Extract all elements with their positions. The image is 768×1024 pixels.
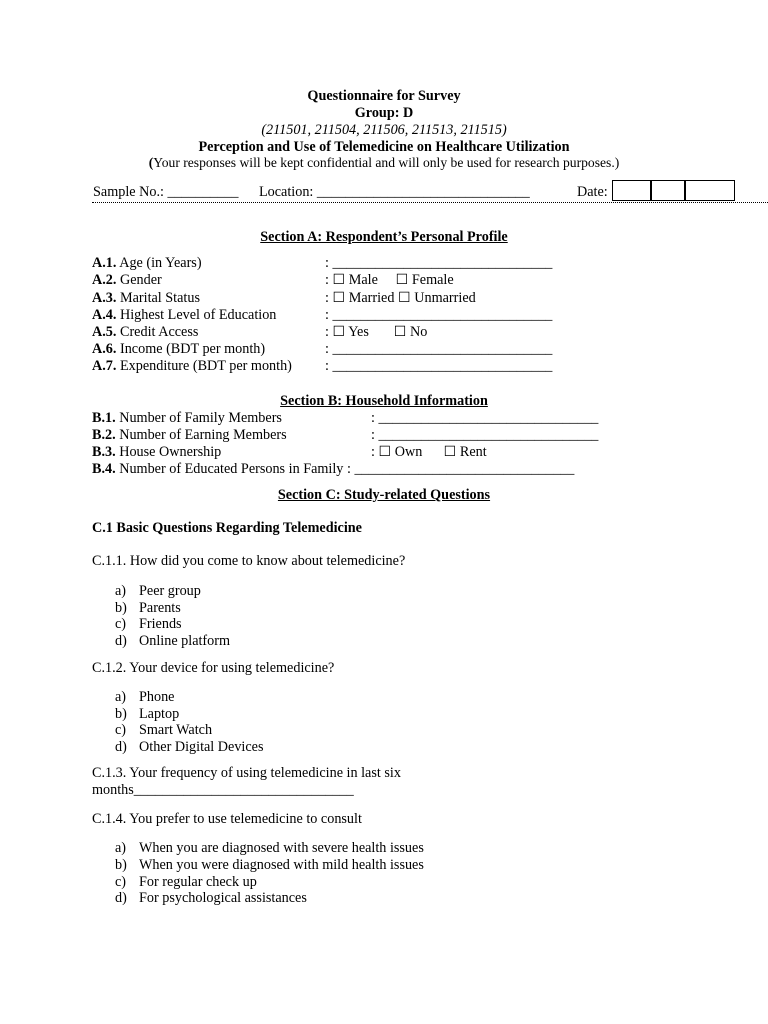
date-box-month[interactable] [650,180,686,201]
question-c14: C.1.4. You prefer to use telemedicine to consult [92,811,362,827]
option-c11-c[interactable]: c) Friends [115,616,182,632]
question-b1: B.1. Number of Family Members [92,410,282,426]
option-c14-d[interactable]: d) For psychological assistances [115,890,307,906]
dotted-divider [92,202,768,203]
question-c11: C.1.1. How did you come to know about telemedicine? [92,553,406,569]
answer-a2-gender[interactable]: : ☐ Male ☐ Female [325,272,454,288]
survey-title: Questionnaire for Survey [307,88,461,104]
answer-a6-income[interactable]: : _______________________________ [325,341,553,357]
answer-a7-expenditure[interactable]: : _______________________________ [325,358,553,374]
question-a6: A.6. Income (BDT per month) [92,341,266,357]
answer-b3-ownership[interactable]: : ☐ Own ☐ Rent [371,444,487,460]
question-b3: B.3. House Ownership [92,444,222,460]
option-c11-d[interactable]: d) Online platform [115,633,231,649]
answer-a5-credit[interactable]: : ☐ Yes ☐ No [325,324,428,340]
section-b-title: Section B: Household Information [280,393,488,409]
option-c14-a[interactable]: a) When you are diagnosed with severe health issues [115,840,424,856]
question-b4: B.4. Number of Educated Persons in Family : _______________________________ [92,461,575,477]
answer-a3-marital[interactable]: : ☐ Married ☐ Unmarried [325,290,476,306]
question-c13: C.1.3. Your frequency of using telemedicine in last six [92,765,401,781]
question-a4: A.4. Highest Level of Education [92,307,277,323]
section-c-title: Section C: Study-related Questions [277,487,491,503]
answer-a1-age[interactable]: : _______________________________ [325,255,553,271]
study-subtitle: Perception and Use of Telemedicine on Healthcare Utilization [198,139,570,155]
question-a7: A.7. Expenditure (BDT per month) [92,358,292,374]
section-a-title: Section A: Respondent’s Personal Profile [260,229,508,245]
option-c12-a[interactable]: a) Phone [115,689,175,705]
option-c12-b[interactable]: b) Laptop [115,706,180,722]
note-text: Your responses will be kept confidential and will only be used for research purposes.) [153,155,620,170]
option-c12-d[interactable]: d) Other Digital Devices [115,739,264,755]
question-c12: C.1.2. Your device for using telemedicine? [92,660,335,676]
option-c12-c[interactable]: c) Smart Watch [115,722,213,738]
answer-b2-earning[interactable]: : _______________________________ [371,427,599,443]
confidentiality-note [0,154,768,171]
option-c11-a[interactable]: a) Peer group [115,583,201,599]
option-c14-b[interactable]: b) When you were diagnosed with mild health issues [115,857,424,873]
answer-a4-education[interactable]: : _______________________________ [325,307,553,323]
group-ids: (211501, 211504, 211506, 211513, 211515) [261,122,507,138]
question-a2: A.2. Gender [92,272,162,288]
location-field[interactable]: Location: ______________________________ [259,184,530,200]
question-a5: A.5. Credit Access [92,324,199,340]
question-a3: A.3. Marital Status [92,290,200,306]
date-box-day[interactable] [612,180,652,201]
option-c14-c[interactable]: c) For regular check up [115,874,257,890]
answer-b4-educated[interactable]: : _______________________________ [343,461,575,477]
date-box-year[interactable] [684,180,735,201]
answer-b1-family[interactable]: : _______________________________ [371,410,599,426]
question-b2: B.2. Number of Earning Members [92,427,287,443]
option-c11-b[interactable]: b) Parents [115,600,181,616]
question-a1: A.1. Age (in Years) [92,255,202,271]
date-label: Date: [577,184,608,200]
note-open-paren: ( [148,155,154,170]
answer-c13-frequency[interactable]: months_______________________________ [92,782,354,798]
section-c1-subtitle: C.1 Basic Questions Regarding Telemedicine [92,520,362,536]
group-label: Group: D [354,105,414,121]
sample-no-field[interactable]: Sample No.: __________ [93,184,239,200]
